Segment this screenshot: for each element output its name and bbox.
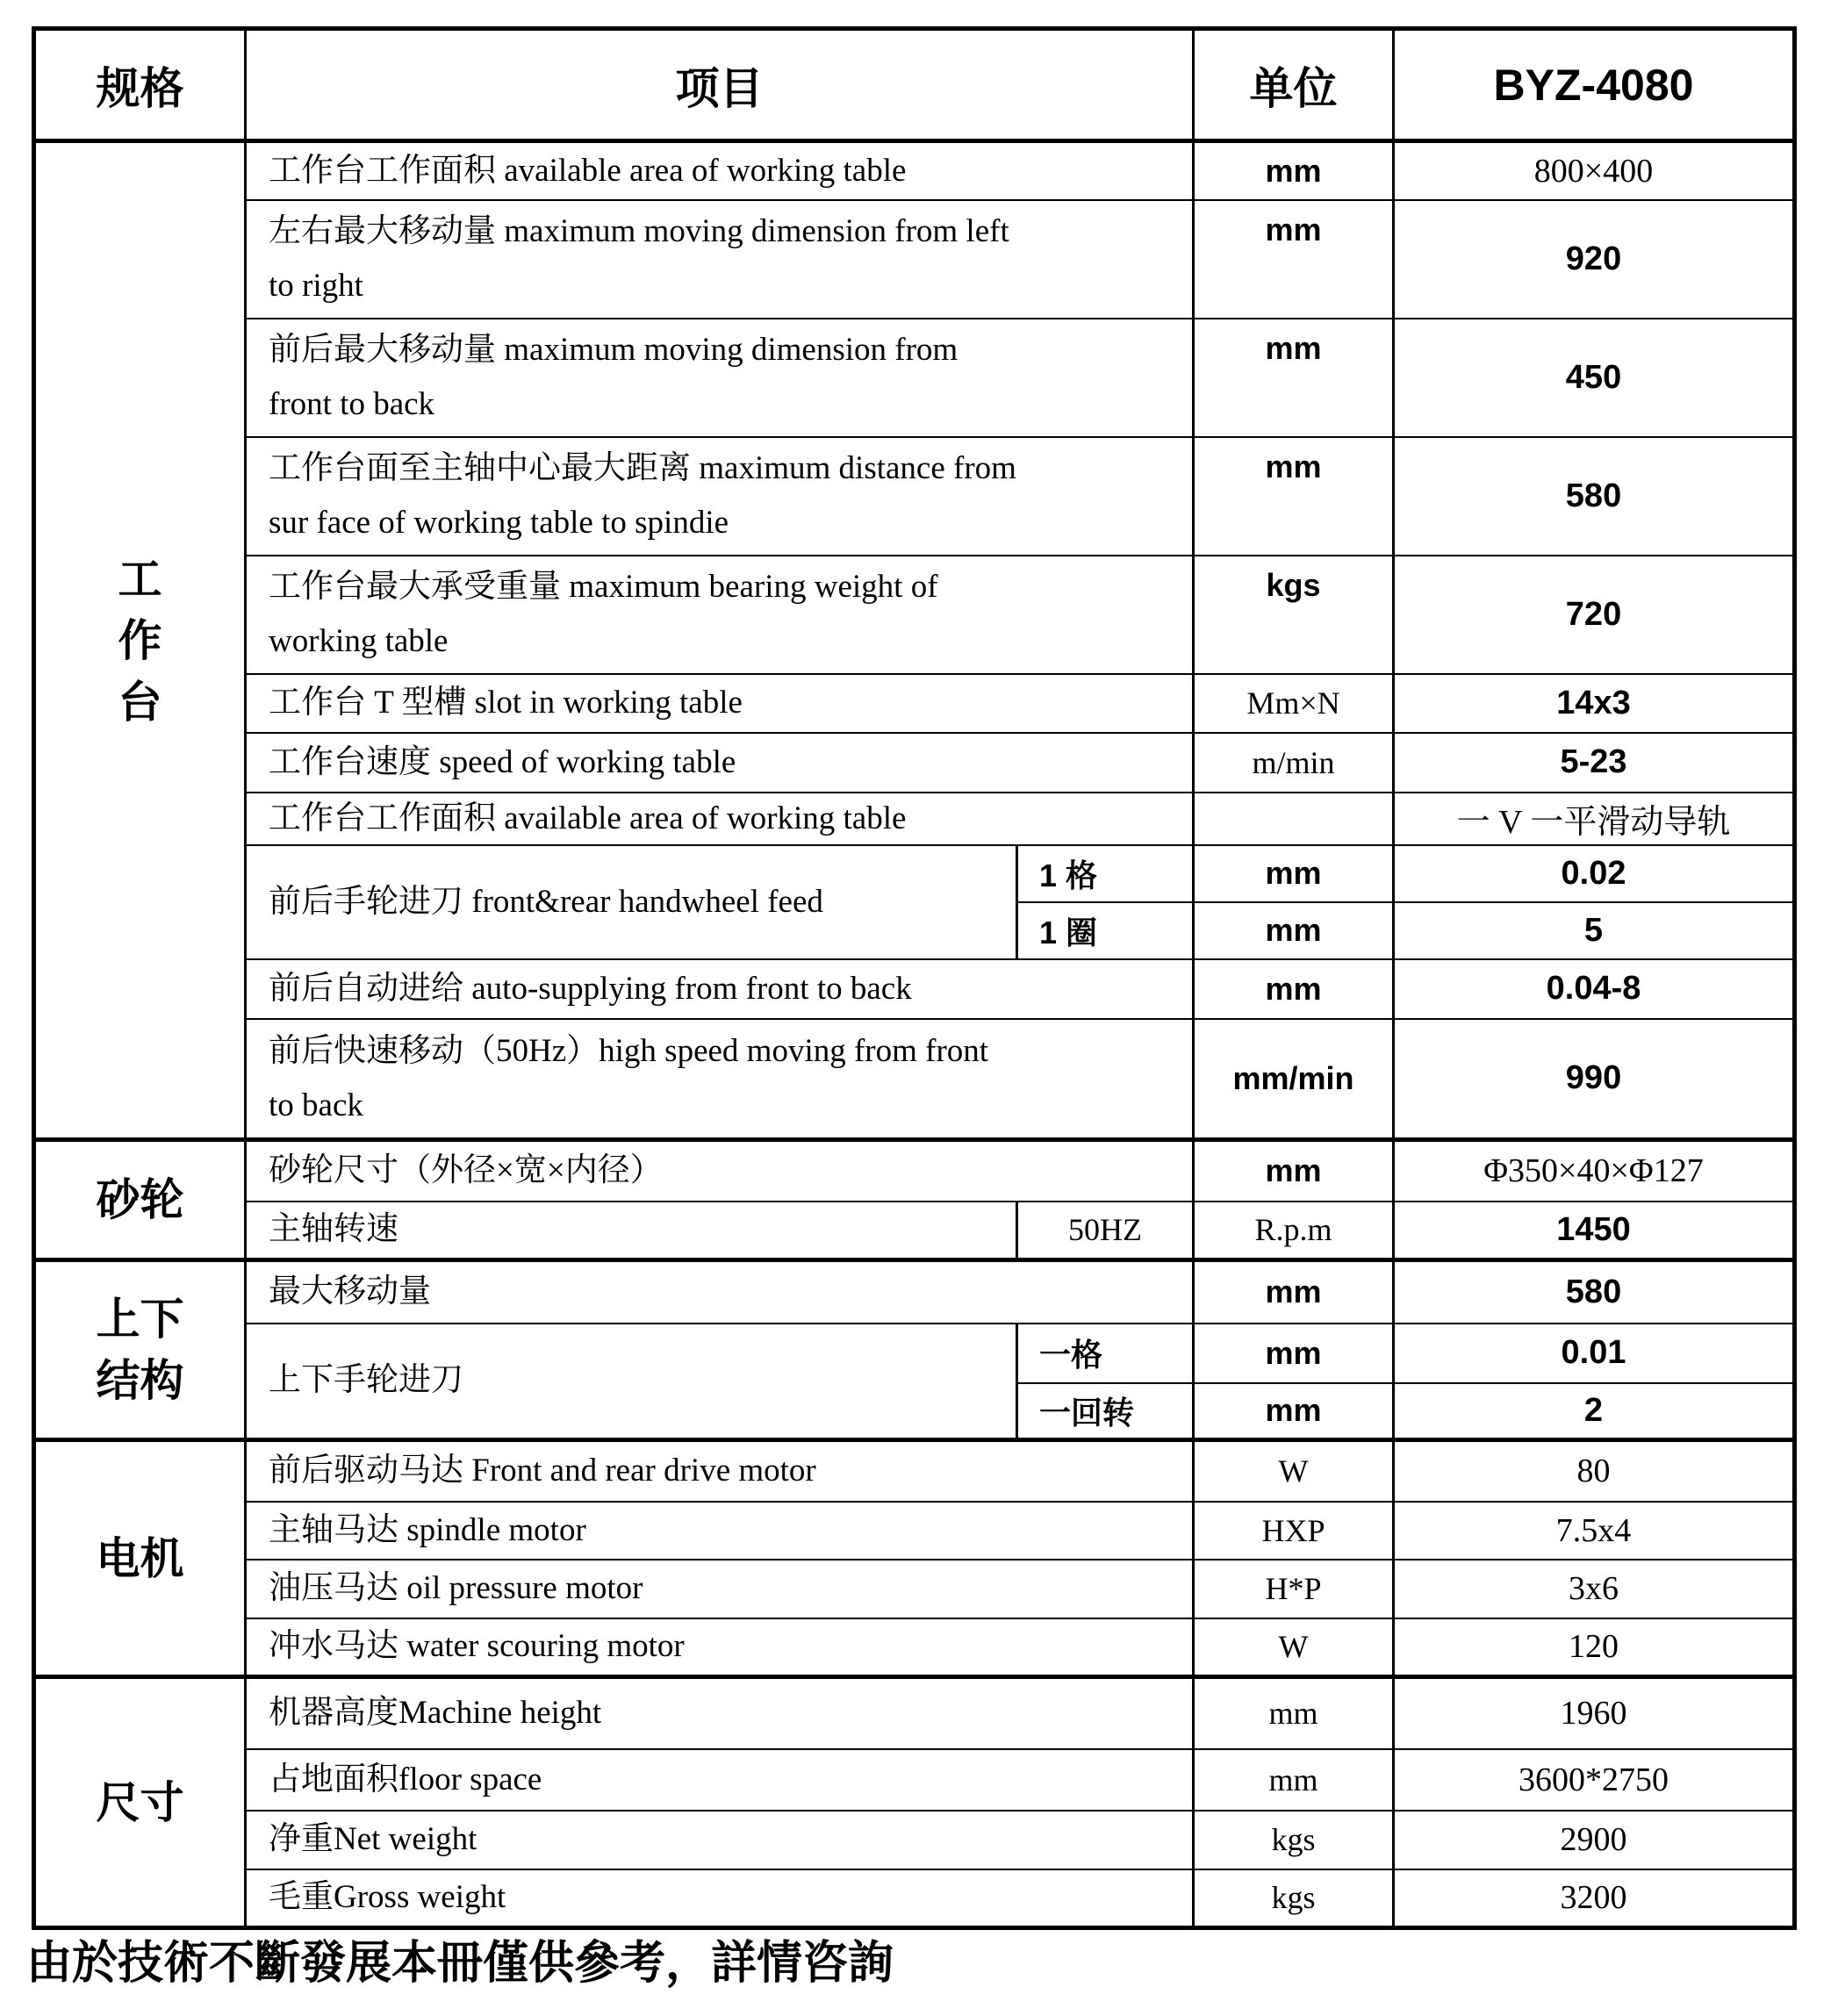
unit-cell: kgs <box>1194 1811 1394 1869</box>
value-cell: 800×400 <box>1394 141 1795 200</box>
table-row <box>34 674 1795 733</box>
table-row <box>34 1869 1795 1928</box>
item-cell: 工作台 T 型槽 slot in working table <box>246 674 1194 733</box>
item-cell: 工作台速度 speed of working table <box>246 733 1194 793</box>
value-cell: 7.5x4 <box>1394 1502 1795 1560</box>
table-row <box>34 141 1795 200</box>
item-cell <box>246 200 1194 319</box>
section-label-line: 砂轮 <box>96 1175 184 1224</box>
unit-cell: W <box>1194 1440 1394 1502</box>
unit-cell: mm <box>1194 902 1394 959</box>
header-spec: 规格 <box>34 29 246 141</box>
header-unit: 单位 <box>1194 29 1394 141</box>
item-text-line: 前后最大移动量 maximum moving dimension from <box>269 332 958 368</box>
spec-table <box>32 26 1797 1930</box>
unit-cell: mm <box>1194 1260 1394 1324</box>
value-cell: 2 <box>1394 1383 1795 1440</box>
table-row <box>34 1677 1795 1749</box>
section-label-line: 尺寸 <box>96 1777 184 1827</box>
value-cell: 5-23 <box>1394 733 1795 793</box>
section-label-line: 结构 <box>96 1356 184 1405</box>
section-label-motor <box>34 1440 246 1677</box>
value-cell: 990 <box>1394 1019 1795 1140</box>
table-row <box>34 1019 1795 1140</box>
header-item: 项目 <box>246 29 1194 141</box>
item-cell: 净重Net weight <box>246 1811 1194 1869</box>
section-label-working-table <box>34 141 246 1140</box>
table-row <box>34 1749 1795 1811</box>
header-model: BYZ-4080 <box>1394 29 1795 141</box>
unit-cell: mm <box>1194 1749 1394 1811</box>
item-text-line: 左右最大移动量 maximum moving dimension from left <box>269 213 1009 249</box>
unit-cell: mm <box>1194 319 1394 437</box>
table-row <box>34 556 1795 674</box>
value-cell: 120 <box>1394 1618 1795 1677</box>
item-text-line: to back <box>269 1087 363 1123</box>
value-cell: 0.02 <box>1394 845 1795 902</box>
unit-cell: mm <box>1194 141 1394 200</box>
table-row <box>34 1202 1795 1260</box>
footer-note: 由於技術不斷發展本冊僅供參考，詳情咨詢 <box>26 1939 894 1989</box>
item-cell: 毛重Gross weight <box>246 1869 1194 1928</box>
item-cell: 冲水马达 water scouring motor <box>246 1618 1194 1677</box>
table-row <box>34 319 1795 437</box>
sub-item-cell: 一回转 <box>1017 1383 1194 1440</box>
item-cell <box>246 1019 1194 1140</box>
item-cell: 油压马达 oil pressure motor <box>246 1560 1194 1618</box>
table-row <box>34 1324 1795 1383</box>
item-cell <box>246 556 1194 674</box>
table-row <box>34 1618 1795 1677</box>
unit-cell: mm <box>1194 1383 1394 1440</box>
value-cell: 3200 <box>1394 1869 1795 1928</box>
table-row <box>34 437 1795 556</box>
table-row <box>34 200 1795 319</box>
table-row <box>34 959 1795 1019</box>
value-cell: 5 <box>1394 902 1795 959</box>
value-cell: 720 <box>1394 556 1795 674</box>
value-cell: Φ350×40×Φ127 <box>1394 1140 1795 1202</box>
value-cell: 450 <box>1394 319 1795 437</box>
value-cell: 1450 <box>1394 1202 1795 1260</box>
item-cell: 占地面积floor space <box>246 1749 1194 1811</box>
table-row <box>34 1440 1795 1502</box>
table-row <box>34 1811 1795 1869</box>
item-cell: 上下手轮进刀 <box>246 1324 1017 1440</box>
unit-cell: HXP <box>1194 1502 1394 1560</box>
section-label-line: 工 <box>118 554 162 604</box>
unit-cell: mm <box>1194 959 1394 1019</box>
item-cell: 前后自动进给 auto-supplying from front to back <box>246 959 1194 1019</box>
sub-item-cell: 1 格 <box>1017 845 1194 902</box>
unit-cell: H*P <box>1194 1560 1394 1618</box>
unit-cell: R.p.m <box>1194 1202 1394 1260</box>
sub-item-cell: 1 圈 <box>1017 902 1194 959</box>
unit-cell: Mm×N <box>1194 674 1394 733</box>
value-cell: 920 <box>1394 200 1795 319</box>
sub-item-cell: 50HZ <box>1017 1202 1194 1260</box>
unit-cell: kgs <box>1194 1869 1394 1928</box>
unit-cell: m/min <box>1194 733 1394 793</box>
item-cell: 工作台工作面积 available area of working table <box>246 793 1194 845</box>
item-text-line: 工作台面至主轴中心最大距离 maximum distance from <box>269 450 1016 486</box>
item-cell: 前后驱动马达 Front and rear drive motor <box>246 1440 1194 1502</box>
item-cell: 前后手轮进刀 front&rear handwheel feed <box>246 845 1017 959</box>
unit-cell: mm <box>1194 437 1394 556</box>
item-cell: 机器高度Machine height <box>246 1677 1194 1749</box>
value-cell: 580 <box>1394 437 1795 556</box>
unit-cell <box>1194 793 1394 845</box>
item-text-line: 工作台最大承受重量 maximum bearing weight of <box>269 569 938 605</box>
table-row <box>34 793 1795 845</box>
table-row <box>34 845 1795 902</box>
value-cell: 3600*2750 <box>1394 1749 1795 1811</box>
table-row <box>34 1560 1795 1618</box>
section-label-line: 台 <box>118 677 162 727</box>
item-text-line: 前后快速移动（50Hz）high speed moving from front <box>269 1032 989 1069</box>
unit-cell: mm <box>1194 845 1394 902</box>
item-cell: 最大移动量 <box>246 1260 1194 1324</box>
unit-cell: mm <box>1194 200 1394 319</box>
value-cell: 14x3 <box>1394 674 1795 733</box>
item-cell: 主轴马达 spindle motor <box>246 1502 1194 1560</box>
unit-cell: mm <box>1194 1677 1394 1749</box>
item-cell: 主轴转速 <box>246 1202 1017 1260</box>
table-row <box>34 1260 1795 1324</box>
item-cell: 砂轮尺寸（外径×宽×内径） <box>246 1140 1194 1202</box>
value-cell: 3x6 <box>1394 1560 1795 1618</box>
unit-cell: kgs <box>1194 556 1394 674</box>
table-row <box>34 1140 1795 1202</box>
unit-cell: mm <box>1194 1324 1394 1383</box>
item-text-line: sur face of working table to spindie <box>269 505 729 541</box>
item-cell: 工作台工作面积 available area of working table <box>246 141 1194 200</box>
section-label-line: 作 <box>118 615 162 665</box>
item-cell <box>246 437 1194 556</box>
value-cell: 0.04-8 <box>1394 959 1795 1019</box>
unit-cell: mm/min <box>1194 1019 1394 1140</box>
item-text-line: front to back <box>269 386 435 422</box>
value-cell: 80 <box>1394 1440 1795 1502</box>
value-cell: 580 <box>1394 1260 1795 1324</box>
item-text-line: working table <box>269 623 449 659</box>
value-cell: 一 V 一平滑动导轨 <box>1394 793 1795 845</box>
table-row <box>34 1502 1795 1560</box>
value-cell: 2900 <box>1394 1811 1795 1869</box>
item-cell <box>246 319 1194 437</box>
section-label-dimensions <box>34 1677 246 1928</box>
section-label-vertical-structure <box>34 1260 246 1440</box>
value-cell: 1960 <box>1394 1677 1795 1749</box>
item-text-line: to right <box>269 268 363 304</box>
unit-cell: mm <box>1194 1140 1394 1202</box>
value-cell: 0.01 <box>1394 1324 1795 1383</box>
table-row <box>34 733 1795 793</box>
section-label-line: 上下 <box>96 1295 184 1344</box>
unit-cell: W <box>1194 1618 1394 1677</box>
header-row <box>34 29 1795 141</box>
section-label-line: 电机 <box>96 1533 184 1583</box>
sub-item-cell: 一格 <box>1017 1324 1194 1383</box>
section-label-grinding-wheel <box>34 1140 246 1260</box>
